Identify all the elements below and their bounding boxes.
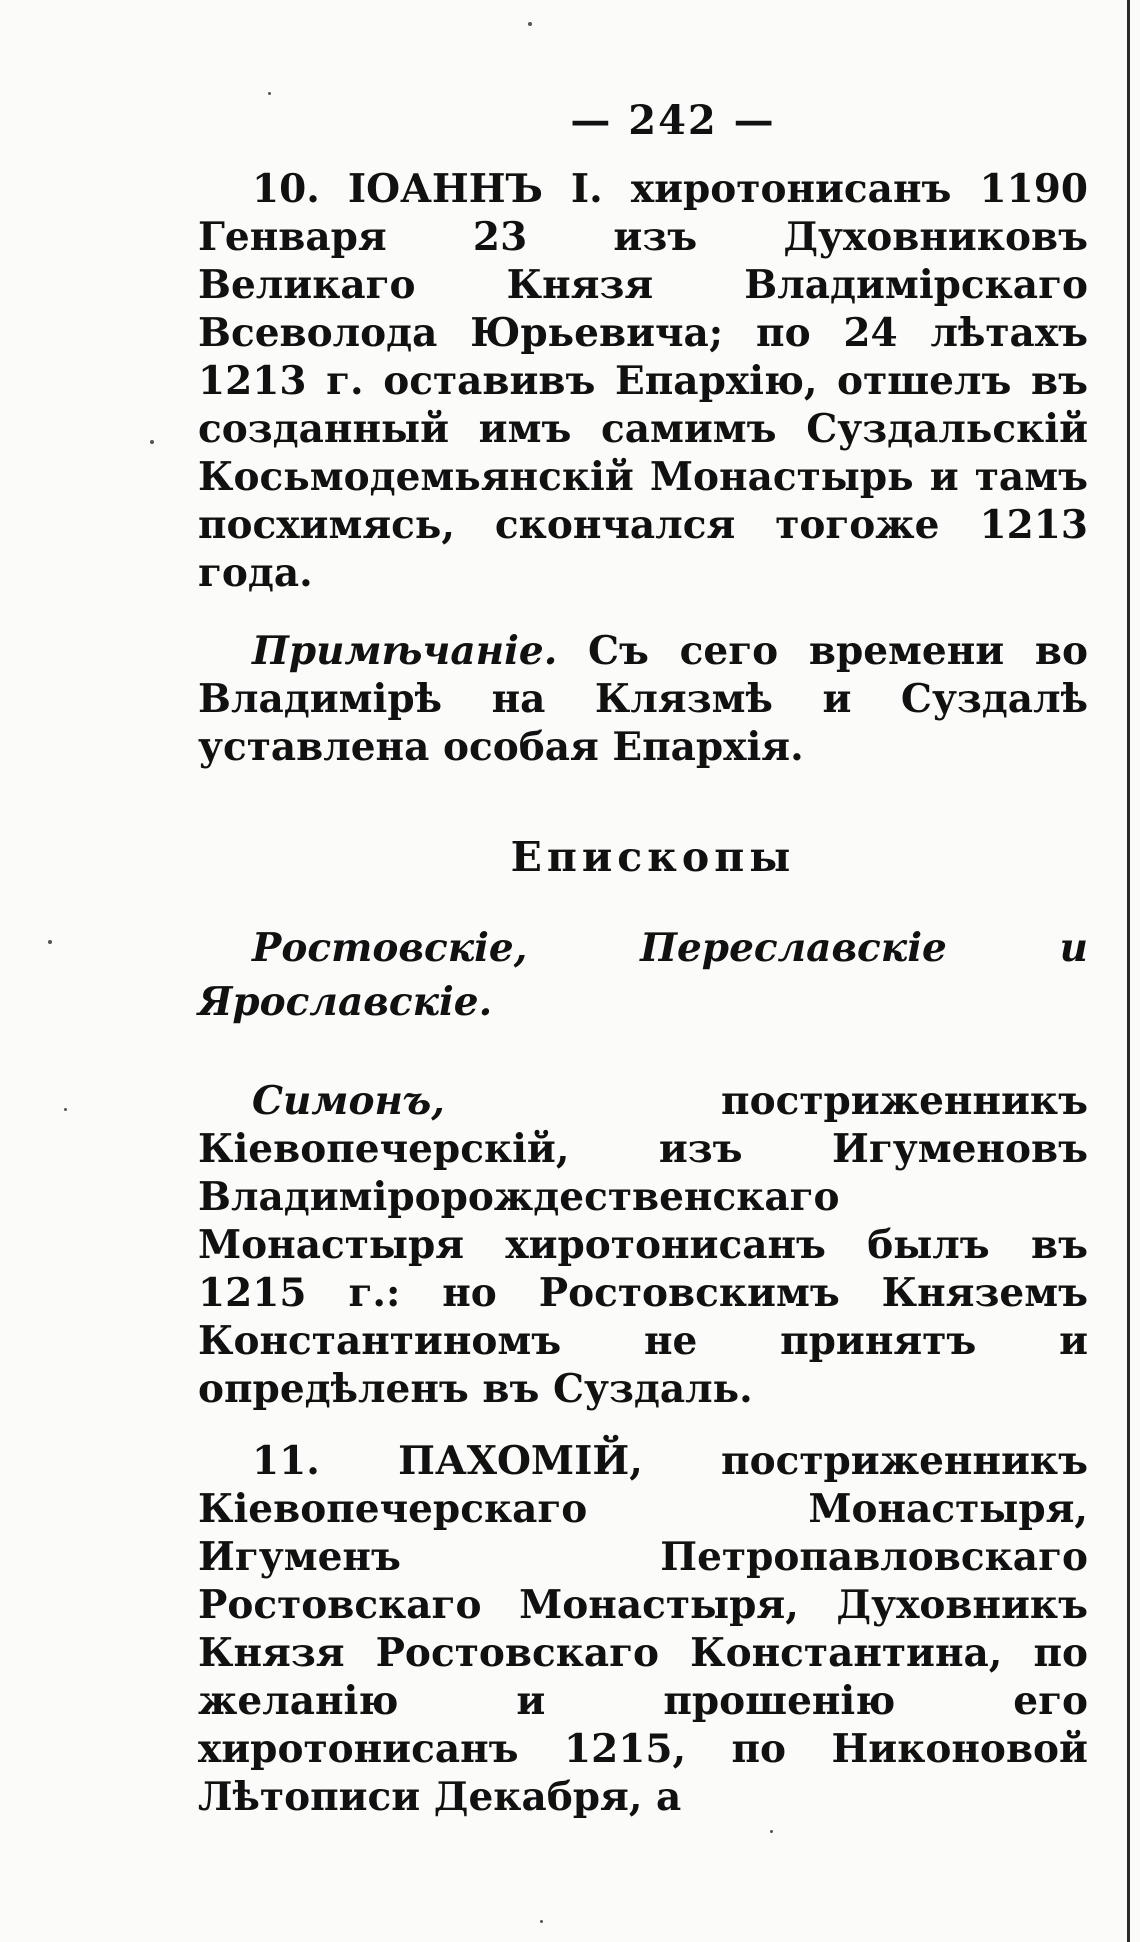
entry-pakhomiy (198, 1437, 1088, 1821)
scan-speck (48, 940, 52, 944)
entry-number: 10. (252, 166, 320, 212)
entry-text: постриженникъ Кіевопечерскаго Монастыря, Игуменъ Петропавловскаго Ростовскаго Монастыря, Духовникъ Князя Ростовскаго Константина, по желанію и прошенію его хиротонисанъ 1215, по Никоновой Лѣтописи Декабря, а (198, 1438, 1088, 1820)
scan-speck (150, 440, 154, 444)
bishop-name: ІОАННЪ I. (347, 166, 603, 212)
scan-speck (770, 1830, 773, 1833)
entry-ioann (198, 165, 1088, 597)
bishop-name: ПАХОМІЙ, (398, 1438, 643, 1484)
entry-text: постриженникъ Кіевопечерскій, изъ Игуменовъ Владиміророждественскаго Монастыря хиротонисанъ былъ въ 1215 г.: но Ростовскимъ Княземъ Константиномъ не принятъ и опредѣленъ въ Суздаль. (198, 1078, 1088, 1412)
scan-speck (268, 92, 271, 95)
section-heading: Епископы (510, 833, 796, 881)
note-paragraph (198, 627, 1088, 771)
bishop-name: Симонъ, (252, 1078, 445, 1124)
page-edge (1127, 0, 1130, 1942)
note-label: Примѣчаніе. (252, 628, 558, 674)
page-number: — 242 — (570, 97, 776, 144)
entry-text: хиротонисанъ 1190 Генваря 23 изъ Духовниковъ Великаго Князя Владимірскаго Всеволода Юрьевича; по 24 лѣтахъ 1213 г. оставивъ Епархію, отшелъ въ созданный имъ самимъ Суздальскій Косьмодемьянскій Монастырь и тамъ посхимясь, скончался тогоже 1213 года. (198, 166, 1088, 596)
entry-number: 11. (252, 1438, 320, 1484)
entry-simon (198, 1077, 1088, 1413)
scan-speck (64, 1108, 67, 1111)
scan-speck (540, 1920, 543, 1923)
scan-speck (528, 22, 532, 26)
section-subheading: Ростовскіе, Переславскіе и Ярославскіе. (198, 925, 1088, 1025)
text-column (198, 95, 1088, 1821)
note-text: Съ сего времени во Владимірѣ на Клязмѣ и Суздалѣ уставлена особая Епархія. (198, 628, 1089, 770)
